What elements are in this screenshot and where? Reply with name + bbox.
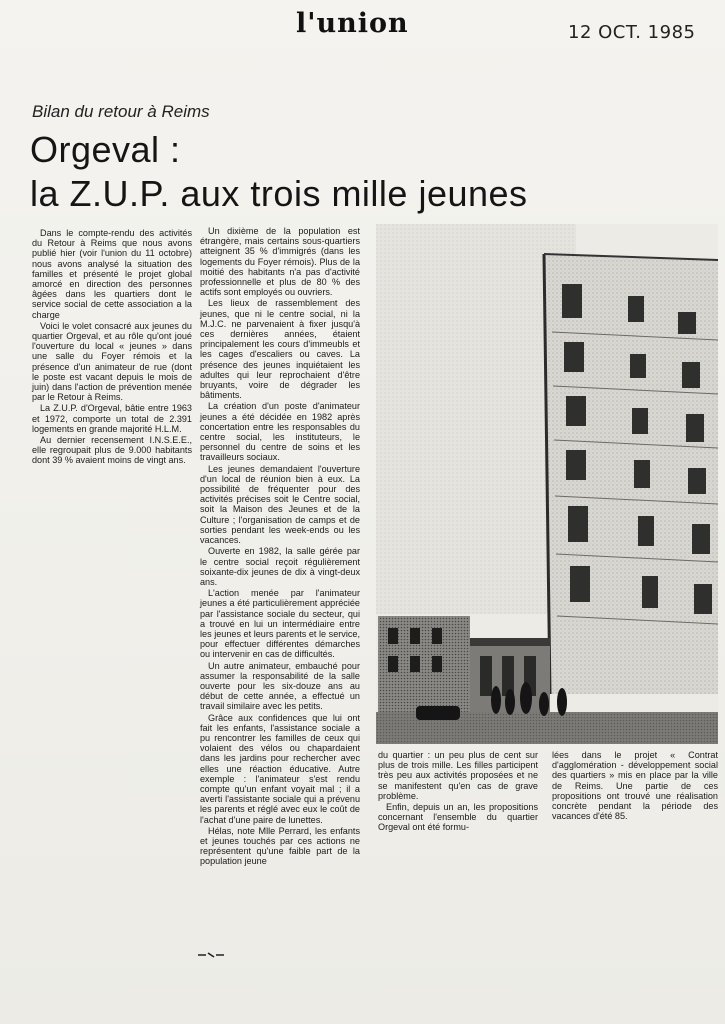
- headline-line-2: la Z.U.P. aux trois mille jeunes: [30, 173, 528, 214]
- clipping-date: 12 OCT. 1985: [568, 22, 696, 43]
- paragraph: Grâce aux confidences que lui ont fait les enfants, l'assistance sociale a pu rencontrer les familles de ceux qui volaient des vélos ou chapardaient dans les jardins pour rechercher avec elles une réaction éducative. Autre exemple : l'animateur s'est rendu compte qu'un enfant voyait mal ; il a averti l'assistante sociale qui a prévenu les parents et réglé avec eux le coût de l'achat d'une paire de lunettes.: [200, 712, 360, 825]
- housing-block-photo: [376, 224, 718, 744]
- article-column-2: [200, 226, 360, 868]
- article-column-1: [32, 228, 192, 467]
- paragraph: Hélas, note Mlle Perrard, les enfants et jeunes touchés par ces actions ne représentent qu'une faible part de la population jeune: [200, 825, 360, 867]
- paragraph: Un dixième de la population est étrangère, mais certains sous-quartiers atteignent 35 % d'immigrés (dans les logements du Foyer rémois). Plus de la moitié des habitants n'a pas d'activité professionnelle et plus de 80 % des actifs sont employés ou ouvriers.: [200, 226, 360, 298]
- headline-line-1: Orgeval :: [30, 129, 181, 170]
- paragraph: La Z.U.P. d'Orgeval, bâtie entre 1963 et 1972, comporte un total de 2.391 logements en grande majorité H.L.M.: [32, 403, 192, 434]
- article-headline: [30, 128, 528, 216]
- paragraph: Voici le volet consacré aux jeunes du quartier Orgeval, et au rôle qu'ont joué l'ouverture du local « jeunes » dans une salle du Foyer rémois et la présence d'un animateur de rue (dont le poste est vacant depuis le mois de juin) dans l'action de prévention menée par le Retour à Reims.: [32, 320, 192, 403]
- paragraph: Un autre animateur, embauché pour assumer la responsabilité de la salle ouverte pour les six-douze ans au début de cette année, a effectué un travail similaire avec les petits.: [200, 660, 360, 712]
- paragraph: L'action menée par l'animateur jeunes a été particulièrement appréciée par l'assistance sociale du secteur, qui a trouvé en lui un intermédiaire entre les jeunes et leurs parents et le service, pour effectuer différentes démarches ou intervenir en cas de difficultés.: [200, 588, 360, 660]
- paragraph: lées dans le projet « Contrat d'agglomération - développement social des quartiers » mis en place par la ville de Reims. Une partie de ces propositions ont trouvé une réalisation concrète pendant la période des vacances d'été 85.: [552, 750, 718, 822]
- paragraph: Les jeunes demandaient l'ouverture d'un local de réunion bien à eux. La possibilité de fréquenter pour des activités précises soit le Centre social, soit la Maison des Jeunes et de la Culture ; l'organisation de camps et de sorties pendant les week-ends ou les vacances.: [200, 463, 360, 546]
- article-kicker: Bilan du retour à Reims: [32, 102, 210, 121]
- paragraph: La création d'un poste d'animateur jeunes a été décidée en 1982 après concertation entre les responsables du centre social, les instituteurs, le personnel du centre de soins et les travailleurs sociaux.: [200, 401, 360, 463]
- newspaper-masthead: l'union: [296, 8, 409, 39]
- paragraph: du quartier : un peu plus de cent sur plus de trois mille. Les filles participent très peu aux activités proposées et ne se manifestent qu'en cas de grave problème.: [378, 750, 538, 801]
- paragraph: Ouverte en 1982, la salle gérée par le centre social reçoit régulièrement soixante-dix jeunes de dix à vingt-deux ans.: [200, 546, 360, 587]
- paragraph: Au dernier recensement I.N.S.E.E., elle regroupait plus de 9.000 habitants dont 39 % avaient moins de vingt ans.: [32, 435, 192, 466]
- paragraph: Dans le compte-rendu des activités du Retour à Reims que nous avons publié hier (voir l'union du 11 octobre) nous avons analysé la situation des familles et présenté le projet global amorcé en direction des personnes âgées dans les quartiers dont le service social de cette association a la charge: [32, 228, 192, 320]
- article-column-4: [552, 750, 718, 822]
- end-of-article-mark: [196, 948, 226, 960]
- paragraph: Enfin, depuis un an, les propositions concernant l'ensemble du quartier Orgeval ont été formu-: [378, 802, 538, 833]
- paragraph: Les lieux de rassemblement des jeunes, que ni le centre social, ni la M.J.C. ne parvenaient à fixer jusqu'à ces dernières années, étaient principalement les cours d'immeubls et les cages d'escaliers ou caves. La présence des jeunes inquiétaient les adultes qui leur reprochaient d'être bruyants, voire de dégrader les bâtiments.: [200, 298, 360, 401]
- article-column-3: [378, 750, 538, 834]
